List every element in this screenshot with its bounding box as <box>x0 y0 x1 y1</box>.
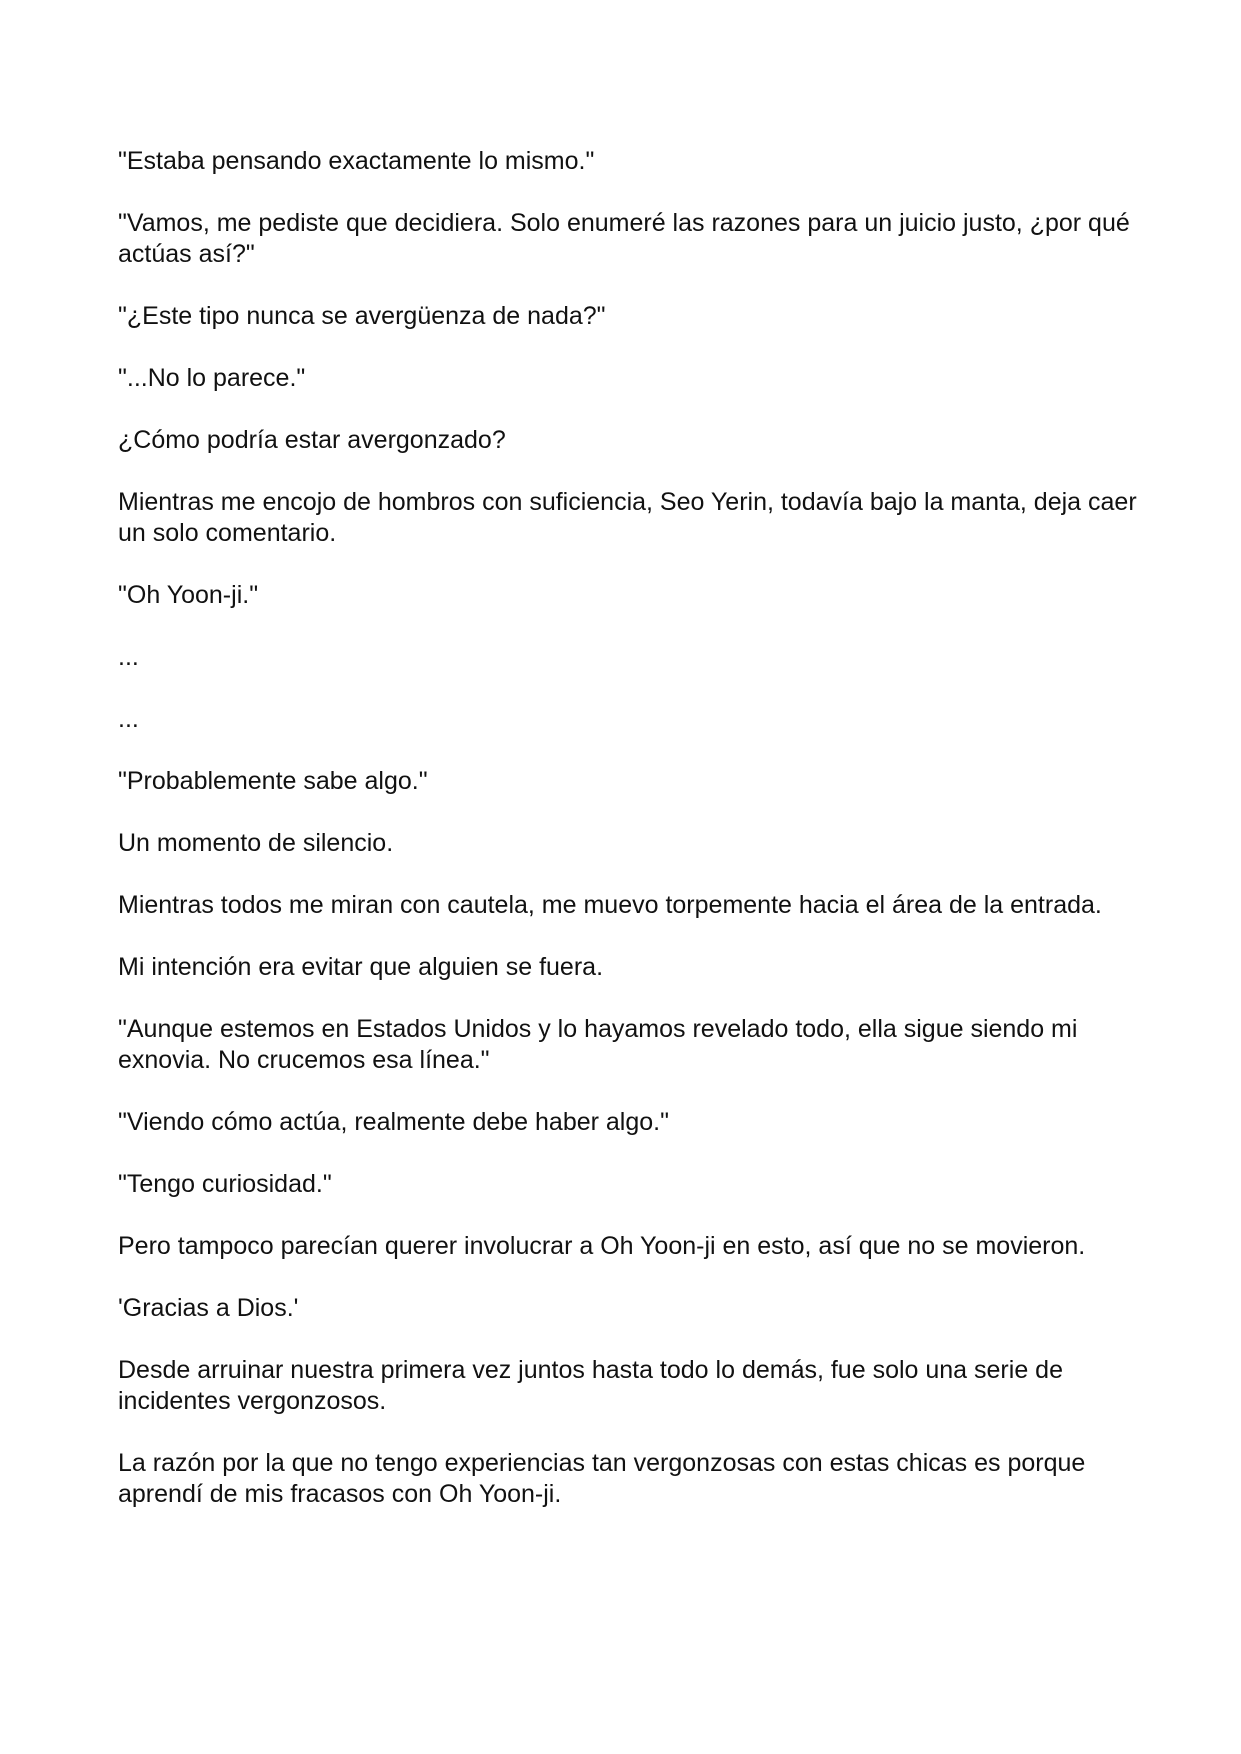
paragraph: ¿Cómo podría estar avergonzado? <box>118 426 506 454</box>
paragraph: Un momento de silencio. <box>118 829 394 857</box>
paragraph: Mi intención era evitar que alguien se fuera. <box>118 953 604 981</box>
paragraph: "...No lo parece." <box>118 364 306 392</box>
paragraph: "Estaba pensando exactamente lo mismo." <box>118 147 595 175</box>
paragraph: ... <box>118 705 139 733</box>
paragraph: ... <box>118 643 139 671</box>
paragraph: 'Gracias a Dios.' <box>118 1294 299 1322</box>
body-text <box>118 146 1138 1541</box>
paragraph: La razón por la que no tengo experiencias tan vergonzosas con estas chicas es porque aprendí de mis fracasos con Oh Yoon-ji. <box>118 1449 1086 1508</box>
paragraph: "Tengo curiosidad." <box>118 1170 332 1198</box>
paragraph: "Aunque estemos en Estados Unidos y lo hayamos revelado todo, ella sigue siendo mi exnovia. No crucemos esa línea." <box>118 1015 1078 1074</box>
paragraph: "Viendo cómo actúa, realmente debe haber algo." <box>118 1108 669 1136</box>
paragraph: "Vamos, me pediste que decidiera. Solo enumeré las razones para un juicio justo, ¿por qué actúas así?" <box>118 209 1130 268</box>
paragraph: Mientras me encojo de hombros con suficiencia, Seo Yerin, todavía bajo la manta, deja caer un solo comentario. <box>118 488 1137 547</box>
paragraph: "Oh Yoon-ji." <box>118 581 259 609</box>
paragraph: Mientras todos me miran con cautela, me muevo torpemente hacia el área de la entrada. <box>118 891 1102 919</box>
paragraph: "Probablemente sabe algo." <box>118 767 428 795</box>
paragraph: Pero tampoco parecían querer involucrar a Oh Yoon-ji en esto, así que no se movieron. <box>118 1232 1086 1260</box>
paragraph: "¿Este tipo nunca se avergüenza de nada?" <box>118 302 606 330</box>
paragraph: Desde arruinar nuestra primera vez juntos hasta todo lo demás, fue solo una serie de incidentes vergonzosos. <box>118 1356 1063 1415</box>
